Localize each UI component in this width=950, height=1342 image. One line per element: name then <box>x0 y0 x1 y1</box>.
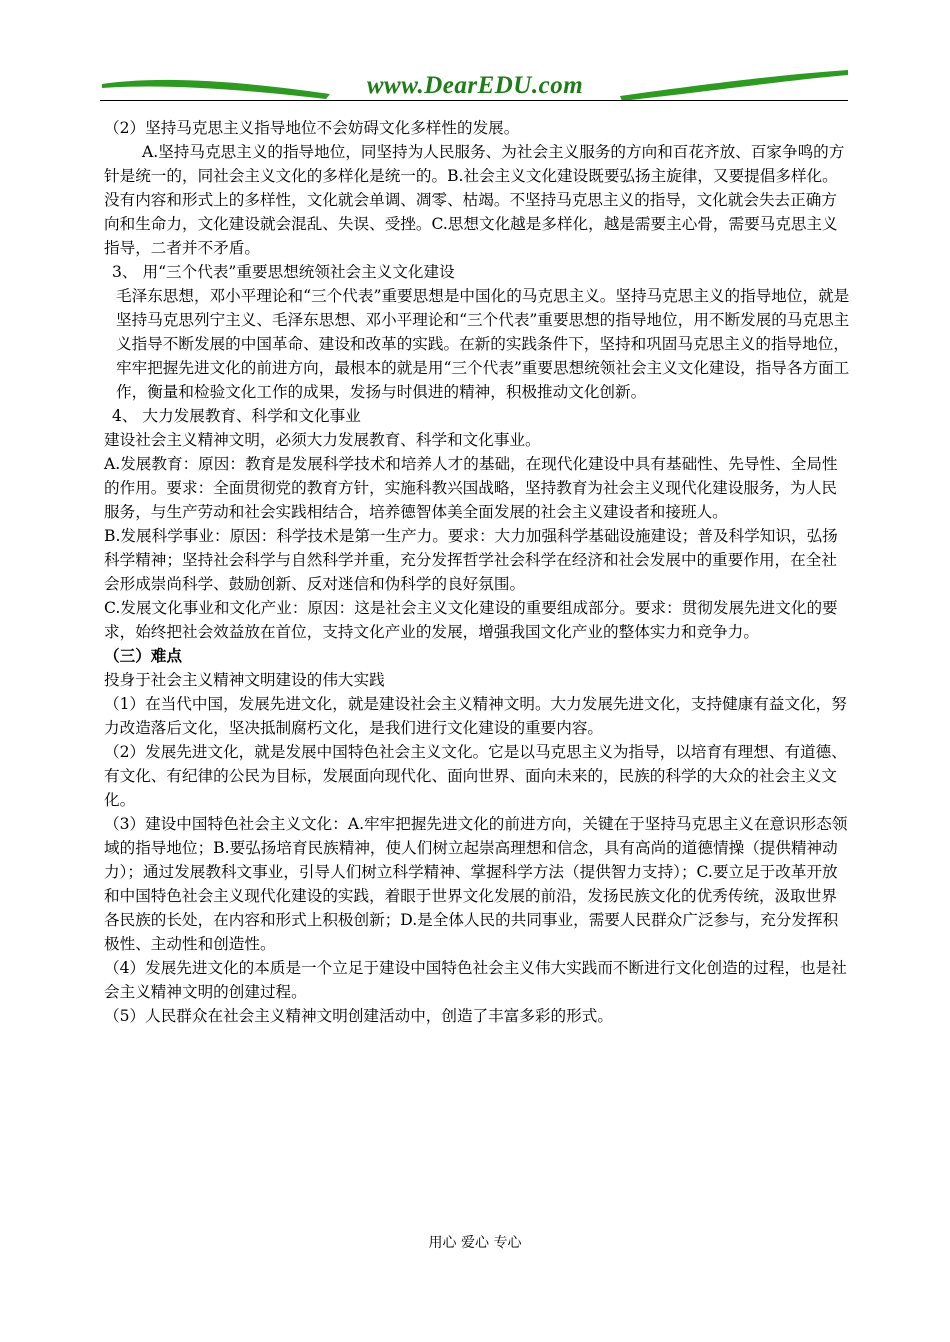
paragraph: （2）坚持马克思主义指导地位不会妨碍文化多样性的发展。 <box>104 119 520 137</box>
section-heading: 4、 大力发展教育、科学和文化事业 <box>112 407 361 425</box>
paragraph: A.发展教育：原因：教育是发展科学技术和培养人才的基础，在现代化建设中具有基础性、先导性、全局性的作用。要求：全面贯彻党的教育方针，实施科教兴国战略，坚持教育为社会主义现代化建设服务，为人民服务，与生产劳动和社会实践相结合，培养德智体美全面发展的社会主义建设者和接班人。 <box>104 455 838 521</box>
paragraph: B.发展科学事业：原因：科学技术是第一生产力。要求：大力加强科学基础设施建设；普及科学知识，弘扬科学精神；坚持社会科学与自然科学并重，充分发挥哲学社会科学在经济和社会发展中的重要作用，在全社会形成崇尚科学、鼓励创新、反对迷信和伪科学的良好氛围。 <box>104 527 838 593</box>
section-heading: 3、 用“三个代表”重要思想统领社会主义文化建设 <box>112 263 455 281</box>
paragraph: 建设社会主义精神文明，必须大力发展教育、科学和文化事业。 <box>104 431 541 449</box>
paragraph: （2）发展先进文化，就是发展中国特色社会主义文化。它是以马克思主义为指导，以培育有理想、有道德、有文化、有纪律的公民为目标，发展面向现代化、面向世界、面向未来的，民族的科学的大众的社会主义文化。 <box>104 743 847 809</box>
paragraph: （5）人民群众在社会主义精神文明创建活动中，创造了丰富多彩的形式。 <box>104 1007 613 1025</box>
document-body <box>104 116 850 1028</box>
section-heading: （三）难点 <box>104 646 182 665</box>
site-logo: www.DearEDU.com <box>366 72 584 99</box>
paragraph: 投身于社会主义精神文明建设的伟大实践 <box>104 671 385 689</box>
paragraph: （4）发展先进文化的本质是一个立足于建设中国特色社会主义伟大实践而不断进行文化创造的过程，也是社会主义精神文明的创建过程。 <box>104 959 847 1001</box>
paragraph: （1）在当代中国，发展先进文化，就是建设社会主义精神文明。大力发展先进文化，支持健康有益文化，努力改造落后文化，坚决抵制腐朽文化，是我们进行文化建设的重要内容。 <box>104 695 847 737</box>
page-footer: 用心 爱心 专心 <box>428 1235 522 1251</box>
paragraph: （3）建设中国特色社会主义文化：A.牢牢把握先进文化的前进方向，关键在于坚持马克思主义在意识形态领域的指导地位；B.要弘扬培育民族精神，使人们树立起崇高理想和信念，具有高尚的道德情操（提供精神动力）；通过发展教科文事业，引导人们树立科学精神、掌握科学方法（提供智力支持）；C.要立足于改革开放和中国特色社会主义现代化建设的实践，着眼于世界文化发展的前沿，发扬民族文化的优秀传统，汲取世界各民族的长处，在内容和形式上积极创新；D.是全体人民的共同事业，需要人民群众广泛参与，充分发挥积极性、主动性和创造性。 <box>104 815 848 953</box>
header-rule <box>100 100 848 101</box>
paragraph: A.坚持马克思主义的指导地位，同坚持为人民服务、为社会主义服务的方向和百花齐放、百家争鸣的方针是统一的，同社会主义文化的多样化是统一的。B.社会主义文化建设既要弘扬主旋律，又要提倡多样化。没有内容和形式上的多样性，文化就会单调、凋零、枯竭。不坚持马克思主义的指导，文化就会失去正确方向和生命力，文化建设就会混乱、失误、受挫。C.思想文化越是多样化，越是需要主心骨，需要马克思主义指导，二者并不矛盾。 <box>104 143 845 257</box>
paragraph: C.发展文化事业和文化产业：原因：这是社会主义文化建设的重要组成部分。要求：贯彻发展先进文化的要求，始终把社会效益放在首位，支持文化产业的发展，增强我国文化产业的整体实力和竞争力。 <box>104 599 838 641</box>
paragraph: 毛泽东思想，邓小平理论和“三个代表”重要思想是中国化的马克思主义。坚持马克思主义的指导地位，就是坚持马克思列宁主义、毛泽东思想、邓小平理论和“三个代表”重要思想的指导地位，用不断发展的马克思主义指导不断发展的中国革命、建设和改革的实践。在新的实践条件下，坚持和巩固马克思主义的指导地位，牢牢把握先进文化的前进方向，最根本的就是用“三个代表”重要思想统领社会主义文化建设，指导各方面工作，衡量和检验文化工作的成果，发扬与时俱进的精神，积极推动文化创新。 <box>116 287 850 401</box>
